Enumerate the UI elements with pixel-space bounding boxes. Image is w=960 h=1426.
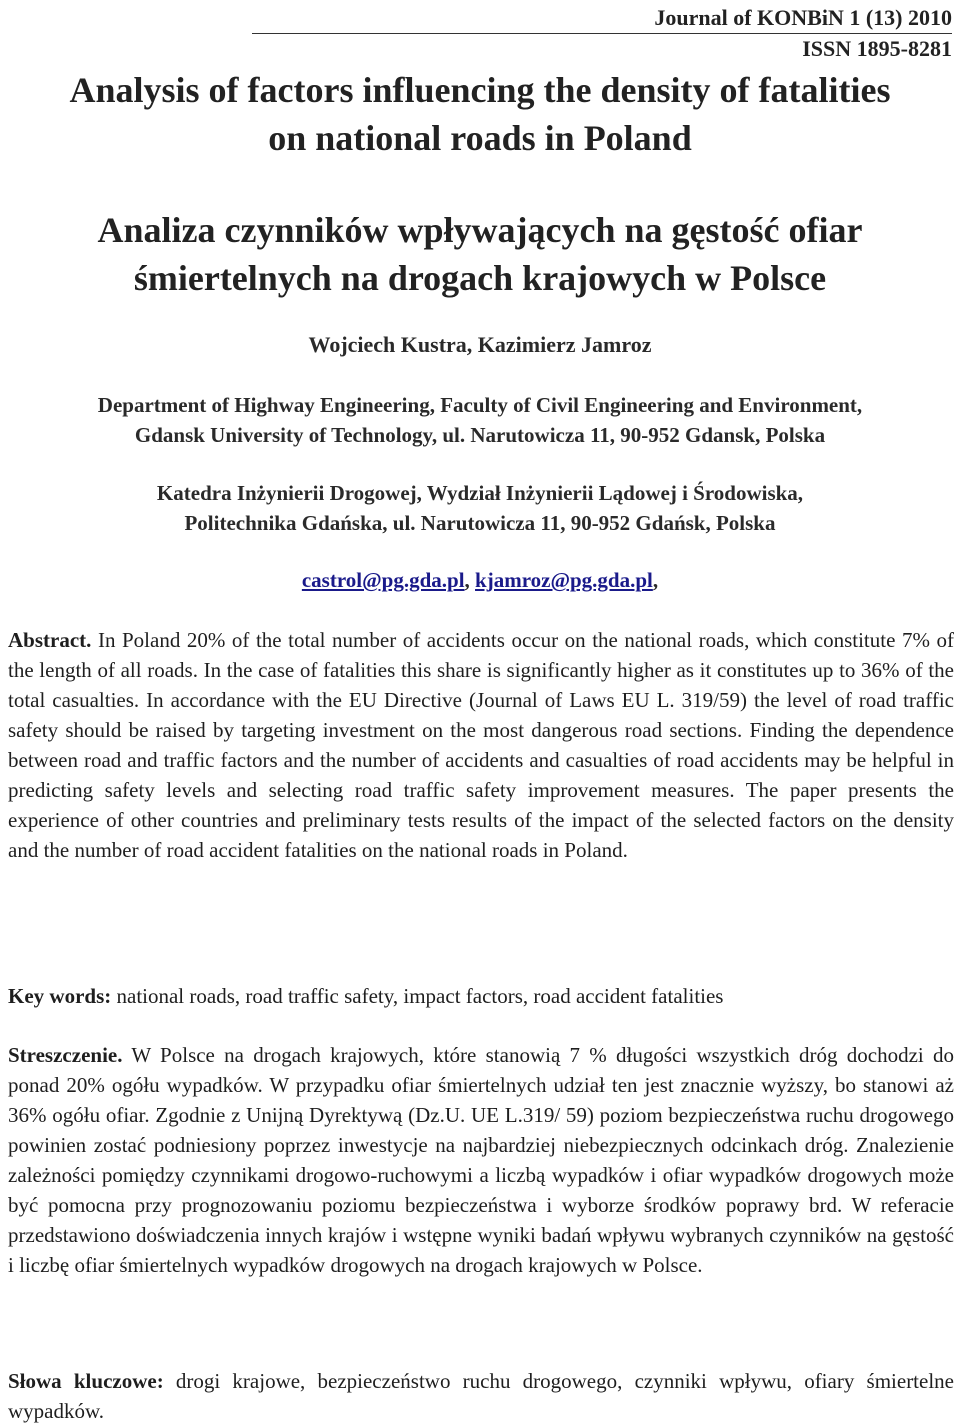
header-rule (252, 33, 952, 34)
streszczenie-label: Streszczenie. (8, 1043, 123, 1067)
slowa-kluczowe (8, 1366, 954, 1426)
author-emails (0, 565, 960, 595)
affiliation-english-line-1: Department of Highway Engineering, Faculty of Civil Engineering and Environment, (97, 393, 863, 417)
email-trailing-comma: , (652, 568, 659, 592)
keywords (8, 981, 954, 1011)
abstract (8, 625, 954, 865)
title-polish-line-2: śmiertelnych na drogach krajowych w Polsce (133, 258, 827, 298)
keywords-label: Key words: (8, 984, 112, 1008)
email-link-kustra[interactable]: castrol@pg.gda.pl (301, 568, 465, 592)
keywords-text: national roads, road traffic safety, impact factors, road accident fatalities (111, 984, 724, 1008)
email-link-jamroz[interactable]: kjamroz@pg.gda.pl (475, 568, 653, 592)
journal-name: Journal of KONBiN 1 (13) 2010 (654, 5, 952, 30)
email-separator: , (464, 568, 476, 592)
issn: ISSN 1895-8281 (802, 36, 952, 61)
slowa-kluczowe-label: Słowa kluczowe: (8, 1369, 164, 1393)
streszczenie-text: W Polsce na drogach krajowych, które stanowią 7 % długości wszystkich dróg dochodzi do ponad 20% ogółu wypadków. W przypadku ofiar śmiertelnych udział ten jest znacznie wyższy, bo stanowi aż 36% ogółu ofiar. Zgodnie z Unijną Dyrektywą (Dz.U. UE L.319/ 59) poziom bezpieczeństwa ruchu drogowego powinien zostać podniesiony poprzez inwestycje na najbardziej niebezpiecznych odcinkach dróg. Znalezienie zależności pomiędzy czynnikami drogowo-ruchowymi a liczbą wypadków i ofiar wypadków drogowych może być pomocna przy prognozowaniu poziomu bezpieczeństwa i wyborze środków poprawy brd. W referacie przedstawiono doświadczenia innych krajów i wstępne wyniki badań wpływu wybranych czynników na gęstość i liczbę ofiar śmiertelnych wypadków drogowych na drogach krajowych w Polsce. (8, 1043, 954, 1277)
title-english (0, 66, 960, 162)
affiliation-polish-line-1: Katedra Inżynierii Drogowej, Wydział Inżynierii Lądowej i Środowiska, (156, 481, 804, 505)
journal-header (252, 2, 952, 64)
title-polish (0, 206, 960, 302)
abstract-label: Abstract. (8, 628, 92, 652)
title-polish-line-1: Analiza czynników wpływających na gęstość ofiar (97, 210, 863, 250)
abstract-text: In Poland 20% of the total number of accidents occur on the national roads, which constitute 7% of the length of all roads. In the case of fatalities this share is significantly higher as it constitutes up to 36% of the total casualties. In accordance with the EU Directive (Journal of Laws EU L. 319/59) the level of road traffic safety should be raised by targeting investment on the most dangerous road sections. Finding the dependence between road and traffic factors and the number of accidents and casualties of road accidents may be helpful in predicting safety levels and selecting road traffic safety improvement measures. The paper presents the experience of other countries and preliminary tests results of the impact of the selected factors on the density and the number of road accident fatalities on the national roads in Poland. (8, 628, 954, 862)
authors: Wojciech Kustra, Kazimierz Jamroz (308, 332, 652, 357)
title-english-line-2: on national roads in Poland (268, 118, 692, 158)
title-english-line-1: Analysis of factors influencing the density of fatalities (69, 70, 891, 110)
streszczenie (8, 1040, 954, 1280)
affiliation-polish-line-2: Politechnika Gdańska, ul. Narutowicza 11, 90-952 Gdańsk, Polska (184, 511, 776, 535)
slowa-kluczowe-text: drogi krajowe, bezpieczeństwo ruchu drogowego, czynniki wpływu, ofiary śmiertelne wypadków. (8, 1369, 954, 1423)
affiliation-english-line-2: Gdansk University of Technology, ul. Narutowicza 11, 90-952 Gdansk, Polska (134, 423, 826, 447)
affiliation-english (0, 390, 960, 450)
affiliation-polish (0, 478, 960, 538)
